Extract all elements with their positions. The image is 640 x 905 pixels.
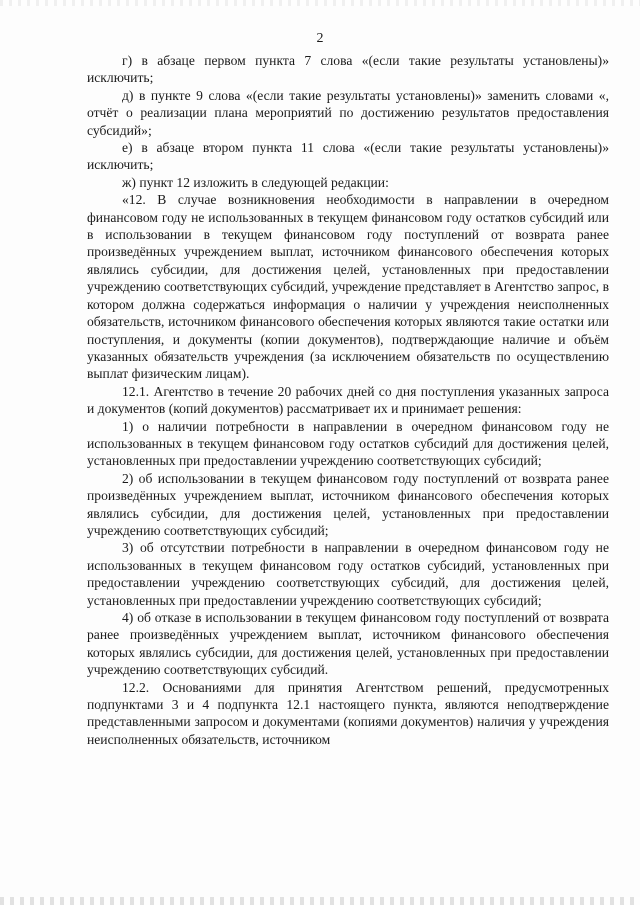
- paragraph-12-1-item-4: 4) об отказе в использовании в текущем финансовом году поступлений от возврата ранее произведённых учреждением выплат, источником финансового обеспечения которых являлись субсидии, для достижения целей, установленных при предоставлении учреждению соответствующих субсидий.: [87, 610, 609, 678]
- paragraph-12-2: 12.2. Основаниями для принятия Агентством решений, предусмотренных подпунктами 3 и 4 подпункта 12.1 настоящего пункта, являются неподтверждение представленными запросом и документами (копиями документов) наличия у учреждения неисполненных обязательств, источником: [87, 679, 609, 747]
- paragraph-12-1: 12.1. Агентство в течение 20 рабочих дней со дня поступления указанных запроса и документов (копий документов) рассматривает их и принимает решения:: [87, 383, 609, 417]
- scan-edge-bottom: [0, 897, 640, 905]
- paragraph-12: «12. В случае возникновения необходимости в направлении в очередном финансовом году не использованных в текущем финансовом году остатков субсидий или в использовании в текущем финансовом году поступлений от возврата ранее произведённых учреждением выплат, источником финансового обеспечения которых являлись субсидии, для достижения целей, установленных при предоставлении учреждению соответствующих субсидий, учреждение представляет в Агентство запрос, в котором должна содержаться информация о наличии у учреждения неисполненных обязательств, источником финансового обеспечения которых являются такие остатки или поступления, и документы (копии документов), подтверждающие наличие и объём указанных обязательств учреждения (за исключением обязательств по осуществлению выплат физическим лицам).: [87, 192, 609, 382]
- paragraph-12-1-item-2: 2) об использовании в текущем финансовом году поступлений от возврата ранее произведённых учреждением выплат, источником финансового обеспечения которых являлись субсидии, для достижения целей, установленных при предоставлении учреждению соответствующих субсидий;: [87, 470, 609, 538]
- document-body: [87, 52, 609, 748]
- page-number: 2: [316, 31, 324, 46]
- paragraph-g: г) в абзаце первом пункта 7 слова «(если такие результаты установлены)» исключить;: [87, 53, 609, 86]
- paragraph-d: д) в пункте 9 слова «(если такие результаты установлены)» заменить словами «, отчёт о реализации плана мероприятий по достижению результатов предоставления субсидий»;: [87, 87, 609, 138]
- paragraph-e: е) в абзаце втором пункта 11 слова «(если такие результаты установлены)» исключить;: [87, 140, 609, 173]
- paragraph-12-1-item-3: 3) об отсутствии потребности в направлении в очередном финансовом году не использованных в текущем финансовом году остатков субсидий, установленных при предоставлении учреждению соответствующих субсидий, для достижения целей, установленных при предоставлении учреждению соответствующих субсидий;: [87, 540, 609, 608]
- paragraph-12-1-item-1: 1) о наличии потребности в направлении в очередном финансовом году не использованных в текущем финансовом году остатков субсидий для достижения целей, установленных при предоставлении учреждению соответствующих субсидий;: [87, 418, 609, 469]
- scan-edge-top: [0, 0, 640, 6]
- paragraph-zh: ж) пункт 12 изложить в следующей редакции:: [122, 174, 389, 190]
